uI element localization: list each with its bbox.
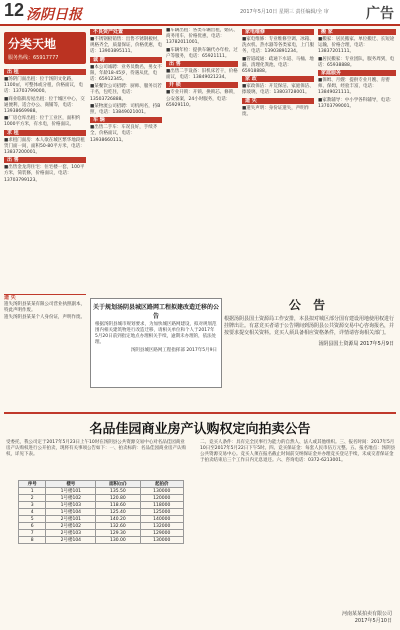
category-band: 出 租	[4, 69, 86, 75]
auction-footer	[342, 610, 392, 624]
land-notice-title: 公 告	[288, 298, 330, 312]
table-cell: 4	[19, 509, 46, 516]
table-cell: 125.40	[96, 509, 140, 516]
table-header: 楼号	[46, 481, 96, 488]
table-cell: 7	[19, 530, 46, 537]
roadwork-notice	[90, 298, 222, 388]
column-3	[166, 28, 238, 290]
ad-item: ■遗失声明：身份证遗失，声明作废。	[242, 105, 310, 117]
page-number: 12	[4, 0, 25, 20]
ad-item: ■家政保洁：开荒保洁、家庭保洁、擦玻璃，电话：13803728001。	[242, 84, 314, 96]
table-cell: 2号楼104	[46, 537, 96, 544]
lost-notices	[4, 292, 86, 404]
ad-item: ■保姆、月嫂：提供专业月嫂、育婴师、保姆，经验丰富，电话：13849021111。	[318, 78, 390, 96]
table-cell: 130.00	[96, 537, 140, 544]
auction-announcement	[4, 412, 396, 626]
category-band: 求 租	[4, 130, 86, 136]
newspaper-logo: 汤阴日报	[26, 7, 82, 23]
table-cell: 1	[19, 488, 46, 495]
classified-title: 分类天地	[8, 37, 57, 51]
category-band: 搬 家	[318, 29, 396, 35]
page-header	[0, 0, 400, 26]
category-band: 家电维修	[242, 29, 314, 35]
table-header-row	[19, 481, 184, 488]
land-notice	[224, 296, 394, 400]
hotline: 服务热线：65917777	[8, 55, 59, 61]
ad-item: ■某餐饮公司招聘：厨师、服务员若干名，包吃住，电话：13503726888。	[90, 84, 162, 102]
category-band: 遗 失	[242, 98, 314, 104]
table-row	[19, 523, 184, 530]
roadwork-notice-heading: 关于规划汤阴县城区路网工程拟建改造迁移的公告	[93, 304, 220, 320]
table-row	[19, 502, 184, 509]
table-cell: 1号楼103	[46, 502, 96, 509]
column-1	[4, 68, 86, 288]
ad-item: ■专业开锁：开锁、换锁芯、修锁，公安备案，24小时服务，电话：65929110。	[166, 90, 238, 108]
table-cell: 5	[19, 516, 46, 523]
table-row	[19, 488, 184, 495]
ad-item: ■求租门面房：本人欲在城区繁华地段租赁门面一间，面积50-80平方米，电话：13837200001。	[4, 137, 85, 156]
ad-item: ■居民搬家：专业团队，服务周到，电话：65938888。	[318, 56, 395, 68]
column-2	[90, 28, 162, 290]
ad-item: ■管道疏通：疏通下水道、马桶、地漏，清理化粪池，电话：65918888。	[242, 56, 314, 75]
category-band: 出 售	[166, 61, 238, 67]
auction-intro: 受委托，我公司定于2017年5月23日上午10时在汤阴县公共资源交易中心对名品佳园商业房产认购权进行公开拍卖，现将有关事项公告如下：一、拍卖标的：名品佳园商业房产认购权，详见下表。	[6, 440, 186, 457]
category-band: 家 政	[242, 76, 314, 82]
ad-item: ■出售二手车：车况良好，手续齐全，价格面议，电话：13938660111。	[90, 125, 158, 143]
table-cell: 118.60	[96, 502, 140, 509]
table-cell: 135.50	[96, 488, 140, 495]
table-header: 面积(㎡)	[96, 481, 140, 488]
lost-notice-header: 遗 失	[4, 294, 86, 300]
ad-item: ■不锈钢板销售：出售不锈钢板材，规格齐全，质量保证，价格优惠，电话：13903895111。	[90, 37, 162, 55]
category-band: 诚 聘	[90, 57, 162, 63]
ad-item: ■出售二手设备：旧机床若干，价格面议，电话：13849021234。	[166, 69, 238, 81]
ad-item: ■某物流公司招聘：司机两名，持B照，电话：13849021001。	[90, 103, 161, 116]
table-cell: 1号楼101	[46, 488, 96, 495]
table-row	[19, 516, 184, 523]
lost-notice: 遗失汤阴县某某个人身份证，声明作废。	[4, 315, 85, 321]
table-header: 起拍价	[140, 481, 183, 488]
table-row	[19, 537, 184, 544]
auction-title: 名品佳园商业房产认购权定向拍卖公告	[89, 422, 311, 437]
table-cell: 125000	[140, 509, 183, 516]
ad-item: ■搬家：居民搬家、单位搬迁、长短途运输，价格合理，电话：13837201111。	[318, 37, 395, 55]
table-cell: 140000	[140, 516, 183, 523]
table-cell: 118000	[140, 502, 183, 509]
table-cell: 132.60	[96, 523, 140, 530]
category-band: 开 锁	[166, 82, 238, 88]
issue-date: 2017年5月10日 星期三 责任编辑/全 审	[240, 9, 329, 15]
ad-item: ■车辆年检：提供车辆代办年检、过户等服务，电话：65921111。	[166, 47, 238, 59]
table-cell: 120000	[140, 495, 183, 502]
roadwork-notice-body: 根据汤阴县城市规划要求，为加快城区路网建设，拟对规划范围内相关建筑物进行改造迁移，请相关单位和个人于2017年5月20日前到指定地点办理相关手续，逾期未办理的，依法处理。	[95, 322, 217, 345]
table-cell: 132000	[140, 523, 183, 530]
table-cell: 129000	[140, 530, 183, 537]
auction-table	[18, 480, 184, 544]
land-notice-body: 根据汤阴县国土资源局工作安排，本县拟对城区部分国有建设用地使用权进行挂牌出让。有意竞买者请于公告期间到汤阴县公共资源交易中心咨询报名，并按要求提交相关资料。竞买人须具备相应资格条件，详情请咨询相关部门。	[224, 316, 395, 336]
table-cell: 140.20	[96, 516, 140, 523]
table-cell: 2	[19, 495, 46, 502]
auction-company: 河南某某拍卖有限公司	[341, 611, 392, 617]
ad-item: ■家电维修：专业维修空调、冰箱、洗衣机、热水器等各类家电，上门服务，电话：13903891234。	[242, 37, 314, 55]
table-row	[19, 495, 184, 502]
table-cell: 6	[19, 523, 46, 530]
table-cell: 130000	[140, 537, 183, 544]
ad-item: ■汤阴门面出租：位于汤阴文化路，1100㎡，可整体或分租，价格面议，电话：13703799000。	[4, 77, 83, 95]
auction-date: 2017年5月10日	[354, 618, 392, 624]
table-cell: 120.80	[96, 495, 140, 502]
category-band: 车 辆	[90, 117, 162, 123]
category-band: 家庭服务	[318, 70, 396, 76]
table-cell: 8	[19, 537, 46, 544]
table-row	[19, 530, 184, 537]
lost-notice: 遗失汤阴县某某有限公司营业执照副本，特此声明作废。	[4, 302, 85, 314]
ad-item: ■厂房仓库出租：位于工业区，面积约1000平方米，有水电，价格面议。	[4, 116, 81, 128]
column-5	[318, 28, 396, 290]
table-row	[19, 509, 184, 516]
ad-item: ■家教辅导：中小学各科辅导，电话：13703799001。	[318, 97, 395, 109]
land-notice-signature: 汤阴县国土资源局 2017年5月9日	[318, 341, 394, 347]
ad-item: ■本公司诚聘：业务员数名，男女不限，年龄18-45岁，待遇从优，电话：65912345。	[90, 64, 162, 83]
table-cell: 2号楼101	[46, 516, 96, 523]
auction-terms: 二、竞买人条件：具有完全民事行为能力的自然人、法人或其他组织。三、报名时间：2017年5月10日至2017年5月22日下午5时。四、竞买保证金：每套人民币伍万元整。五、报名地点：汤阴县公共资源交易中心。竞买人须在报名截止时间前交纳保证金并办理竞买登记手续，未成交者保证金于拍卖结束后三个工作日内无息退还。六、咨询电话：0372-6213001。	[200, 440, 396, 463]
ad-item: ■出售金龙湾住宅：住宅楼一套，100平方米，简装修，价格面议，电话：13703799123。	[4, 165, 85, 183]
category-band: 不良资产处置	[90, 29, 162, 35]
classified-brand-box	[4, 32, 86, 64]
table-cell: 3	[19, 502, 46, 509]
roadwork-notice-signature: 汤阴县城区路网工程指挥部 2017年5月9日	[130, 348, 217, 353]
table-header: 序号	[19, 481, 46, 488]
table-cell: 129.30	[96, 530, 140, 537]
ad-item: ■车辆出租：各类车辆出租，婚庆、商务用车，价格优惠，电话：13782011001。	[166, 28, 238, 46]
category-band: 出 售	[4, 157, 86, 163]
table-cell: 1号楼102	[46, 495, 96, 502]
table-cell: 2号楼102	[46, 523, 96, 530]
table-cell: 2号楼103	[46, 530, 96, 537]
table-cell: 1号楼104	[46, 509, 96, 516]
table-cell: 130000	[140, 488, 183, 495]
section-title: 广告	[366, 6, 394, 22]
ad-item: ■商业临街房屋出租：位于城区中心，交通便利，适合办公、商铺等，电话：13938669988。	[4, 96, 85, 115]
column-4	[242, 28, 314, 290]
